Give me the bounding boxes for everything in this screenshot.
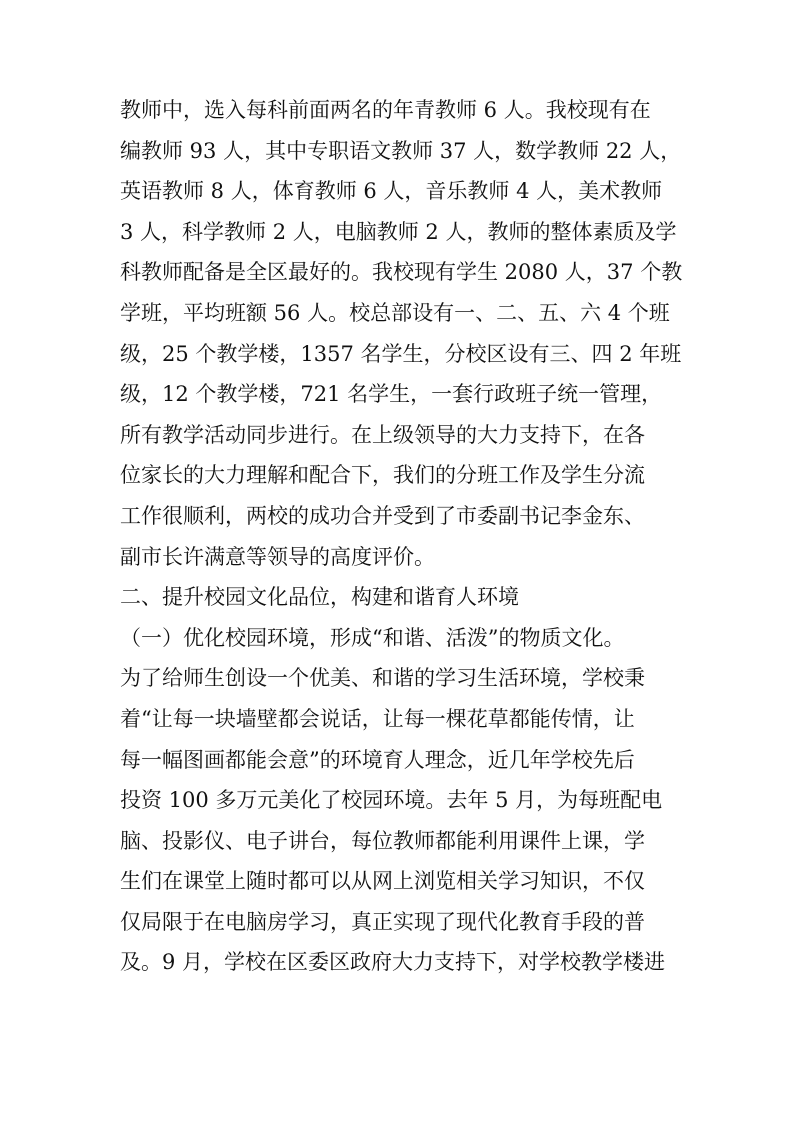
text-line: 级，12 个教学楼，721 名学生，一套行政班子统一管理， (120, 382, 663, 407)
text-line: 每一幅图画都能会意”的环境育人理念，近几年学校先后 (120, 747, 635, 772)
text-line: 学班，平均班额 56 人。校总部设有一、二、五、六 4 个班 (120, 300, 670, 325)
text-line: 级，25 个教学楼，1357 名学生，分校区设有三、四 2 年班 (120, 341, 682, 366)
text-line: 编教师 93 人，其中专职语文教师 37 人，数学教师 22 人， (120, 138, 682, 163)
text-line: 脑、投影仪、电子讲台，每位教师都能利用课件上课，学 (120, 828, 645, 853)
text-line: 投资 100 多万元美化了校园环境。去年 5 月，为每班配电 (120, 788, 663, 813)
section-heading: 二、提升校园文化品位，构建和谐育人环境 (120, 585, 519, 610)
text-line: 教师中，选入每科前面两名的年青教师 6 人。我校现有在 (120, 98, 651, 122)
text-line: 英语教师 8 人，体育教师 6 人，音乐教师 4 人，美术教师 (120, 179, 663, 204)
body-text (120, 90, 683, 983)
text-line: 及。9 月，学校在区委区政府大力支持下，对学校教学楼进 (120, 950, 666, 975)
text-line: 3 人，科学教师 2 人，电脑教师 2 人，教师的整体素质及学 (120, 219, 677, 244)
text-line: 工作很顺利，两校的成功合并受到了市委副书记李金东、 (120, 503, 645, 528)
text-line: 位家长的大力理解和配合下，我们的分班工作及学生分流 (120, 463, 645, 488)
text-line: 科教师配备是全区最好的。我校现有学生 2080 人，37 个教 (120, 260, 683, 285)
text-line: 为了给师生创设一个优美、和谐的学习生活环境，学校秉 (120, 666, 645, 691)
text-line: 仅局限于在电脑房学习，真正实现了现代化教育手段的普 (120, 909, 645, 934)
subsection-heading: （一）优化校园环境，形成“和谐、活泼”的物质文化。 (120, 625, 625, 650)
text-line: 着“让每一块墙壁都会说话，让每一棵花草都能传情，让 (120, 706, 635, 731)
text-line: 生们在课堂上随时都可以从网上浏览相关学习知识，不仅 (120, 869, 645, 894)
text-line: 所有教学活动同步进行。在上级领导的大力支持下，在各 (120, 422, 645, 447)
text-line: 副市长许满意等领导的高度评价。 (120, 544, 435, 569)
